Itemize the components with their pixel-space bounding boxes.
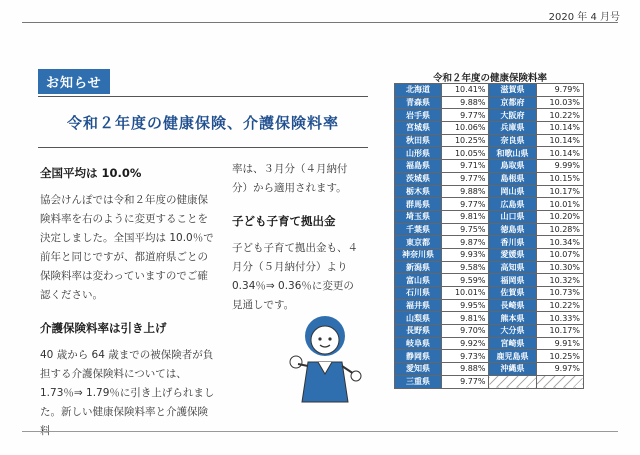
prefecture-cell: 東京都 bbox=[395, 236, 442, 249]
table-row bbox=[395, 84, 584, 97]
prefecture-cell: 鹿児島県 bbox=[489, 350, 536, 363]
headline-box bbox=[38, 96, 368, 148]
prefecture-cell: 兵庫県 bbox=[489, 122, 536, 135]
rate-cell: 10.22% bbox=[536, 109, 583, 122]
rate-cell: 9.59% bbox=[442, 274, 489, 287]
prefecture-cell: 高知県 bbox=[489, 261, 536, 274]
table-row bbox=[395, 325, 584, 338]
prefecture-cell: 愛媛県 bbox=[489, 248, 536, 261]
prefecture-cell: 千葉県 bbox=[395, 223, 442, 236]
prefecture-cell: 山梨県 bbox=[395, 312, 442, 325]
table-row bbox=[395, 109, 584, 122]
prefecture-cell: 新潟県 bbox=[395, 261, 442, 274]
prefecture-cell: 大分県 bbox=[489, 325, 536, 338]
rate-cell: 10.01% bbox=[442, 287, 489, 300]
rate-cell: 10.33% bbox=[536, 312, 583, 325]
rate-cell: 9.70% bbox=[442, 325, 489, 338]
prefecture-cell: 和歌山県 bbox=[489, 147, 536, 160]
table-row bbox=[395, 350, 584, 363]
prefecture-cell: 滋賀県 bbox=[489, 84, 536, 97]
prefecture-cell: 岡山県 bbox=[489, 185, 536, 198]
table-row bbox=[395, 96, 584, 109]
table-row bbox=[395, 299, 584, 312]
rate-cell: 10.20% bbox=[536, 210, 583, 223]
text-column-left bbox=[40, 160, 218, 455]
table-row bbox=[395, 134, 584, 147]
rate-cell: 10.17% bbox=[536, 325, 583, 338]
table-row bbox=[395, 363, 584, 376]
table-row bbox=[395, 248, 584, 261]
prefecture-cell: 山形県 bbox=[395, 147, 442, 160]
rate-cell: 9.81% bbox=[442, 312, 489, 325]
rate-cell: 9.81% bbox=[442, 210, 489, 223]
table-row bbox=[395, 210, 584, 223]
table-row bbox=[395, 236, 584, 249]
prefecture-cell: 奈良県 bbox=[489, 134, 536, 147]
rate-table-panel bbox=[390, 70, 590, 389]
mascot-illustration bbox=[280, 310, 370, 410]
rate-cell: 10.14% bbox=[536, 134, 583, 147]
prefecture-cell: 長崎県 bbox=[489, 299, 536, 312]
rate-cell: 10.03% bbox=[536, 96, 583, 109]
prefecture-cell: 福井県 bbox=[395, 299, 442, 312]
avg-heading: 全国平均は 10.0% bbox=[40, 166, 142, 180]
table-row bbox=[395, 122, 584, 135]
prefecture-cell: 埼玉県 bbox=[395, 210, 442, 223]
prefecture-cell: 福岡県 bbox=[489, 274, 536, 287]
rate-cell: 9.88% bbox=[442, 96, 489, 109]
prefecture-cell: 岩手県 bbox=[395, 109, 442, 122]
rate-cell: 9.99% bbox=[536, 160, 583, 173]
prefecture-cell: 鳥取県 bbox=[489, 160, 536, 173]
table-row bbox=[395, 147, 584, 160]
prefecture-cell: 石川県 bbox=[395, 287, 442, 300]
rate-cell: 10.17% bbox=[536, 185, 583, 198]
prefecture-cell: 三重県 bbox=[395, 375, 442, 388]
prefecture-cell: 熊本県 bbox=[489, 312, 536, 325]
prefecture-cell: 島根県 bbox=[489, 172, 536, 185]
rate-cell: 9.95% bbox=[442, 299, 489, 312]
table-row bbox=[395, 185, 584, 198]
prefecture-cell: 大阪府 bbox=[489, 109, 536, 122]
avg-body: 協会けんぽでは令和２年度の健康保険料率を右のように変更することを決定しました。全国平均は 10.0％で前年と同じですが、都道府県ごとの保険料率は変わっていますのでご確認ください。 bbox=[40, 194, 214, 301]
rate-cell: 9.71% bbox=[442, 160, 489, 173]
rate-cell: 10.25% bbox=[536, 350, 583, 363]
rate-cell: 10.14% bbox=[536, 147, 583, 160]
prefecture-cell: 青森県 bbox=[395, 96, 442, 109]
table-row bbox=[395, 261, 584, 274]
prefecture-cell: 秋田県 bbox=[395, 134, 442, 147]
rate-table bbox=[394, 83, 584, 389]
prefecture-cell: 宮崎県 bbox=[489, 337, 536, 350]
top-rule bbox=[22, 22, 618, 23]
prefecture-cell: 神奈川県 bbox=[395, 248, 442, 261]
table-row bbox=[395, 274, 584, 287]
rate-cell: 10.06% bbox=[442, 122, 489, 135]
rate-cell: 9.77% bbox=[442, 198, 489, 211]
notice-label: お知らせ bbox=[38, 69, 110, 94]
table-row bbox=[395, 172, 584, 185]
prefecture-cell: 山口県 bbox=[489, 210, 536, 223]
rate-cell: 10.30% bbox=[536, 261, 583, 274]
table-row bbox=[395, 337, 584, 350]
care-heading: 介護保険料率は引き上げ bbox=[40, 321, 167, 335]
prefecture-cell: 群馬県 bbox=[395, 198, 442, 211]
prefecture-cell: 岐阜県 bbox=[395, 337, 442, 350]
prefecture-cell: 沖縄県 bbox=[489, 363, 536, 376]
prefecture-cell: 栃木県 bbox=[395, 185, 442, 198]
rate-cell: 10.25% bbox=[442, 134, 489, 147]
prefecture-cell: 京都府 bbox=[489, 96, 536, 109]
prefecture-cell: 福島県 bbox=[395, 160, 442, 173]
prefecture-cell: 香川県 bbox=[489, 236, 536, 249]
rate-cell: 9.77% bbox=[442, 172, 489, 185]
rate-cell: 9.58% bbox=[442, 261, 489, 274]
table-row bbox=[395, 312, 584, 325]
prefecture-cell: 宮城県 bbox=[395, 122, 442, 135]
text-column-middle bbox=[232, 160, 360, 329]
rate-cell: 10.32% bbox=[536, 274, 583, 287]
prefecture-cell: 徳島県 bbox=[489, 223, 536, 236]
rate-cell: 10.05% bbox=[442, 147, 489, 160]
rate-cell: 10.28% bbox=[536, 223, 583, 236]
child-heading: 子ども子育て拠出金 bbox=[232, 214, 336, 228]
rate-cell: 10.15% bbox=[536, 172, 583, 185]
child-body: 子ども子育て拠出金も、４月分（５月納付分）より 0.34％⇒ 0.36％に変更の見通しです。 bbox=[232, 242, 358, 311]
rate-cell: 10.14% bbox=[536, 122, 583, 135]
rate-cell: 10.07% bbox=[536, 248, 583, 261]
rate-cell: 10.01% bbox=[536, 198, 583, 211]
rate-cell: 9.88% bbox=[442, 185, 489, 198]
rate-cell: 9.77% bbox=[442, 375, 489, 388]
prefecture-cell: 富山県 bbox=[395, 274, 442, 287]
rate-cell: 9.97% bbox=[536, 363, 583, 376]
care-body: 40 歳から 64 歳までの被保険者が負担する介護保険料については、1.73％⇒ 1.79％に引き上げられました。新しい健康保険料率と介護保険料 bbox=[40, 349, 215, 437]
issue-date: 2020 年 4 月号 bbox=[548, 12, 620, 23]
rate-cell: 10.73% bbox=[536, 287, 583, 300]
table-row bbox=[395, 223, 584, 236]
prefecture-cell: 佐賀県 bbox=[489, 287, 536, 300]
rate-cell: 9.75% bbox=[442, 223, 489, 236]
care-body-continued: 率は、３月分（４月納付分）から適用されます。 bbox=[232, 163, 348, 194]
rate-cell: 9.91% bbox=[536, 337, 583, 350]
page-title: 令和２年度の健康保険、介護保険料率 bbox=[66, 113, 339, 132]
prefecture-cell: 広島県 bbox=[489, 198, 536, 211]
prefecture-cell: 長野県 bbox=[395, 325, 442, 338]
rate-cell: 9.87% bbox=[442, 236, 489, 249]
rate-cell bbox=[536, 375, 583, 388]
prefecture-cell bbox=[489, 375, 536, 388]
bottom-rule bbox=[22, 431, 618, 432]
table-row bbox=[395, 198, 584, 211]
rate-cell: 9.73% bbox=[442, 350, 489, 363]
rate-cell: 9.77% bbox=[442, 109, 489, 122]
table-row bbox=[395, 375, 584, 388]
rate-cell: 10.41% bbox=[442, 84, 489, 97]
prefecture-cell: 愛知県 bbox=[395, 363, 442, 376]
rate-cell: 9.92% bbox=[442, 337, 489, 350]
table-row bbox=[395, 287, 584, 300]
prefecture-cell: 茨城県 bbox=[395, 172, 442, 185]
rate-cell: 9.79% bbox=[536, 84, 583, 97]
prefecture-cell: 静岡県 bbox=[395, 350, 442, 363]
prefecture-cell: 北海道 bbox=[395, 84, 442, 97]
rate-cell: 10.22% bbox=[536, 299, 583, 312]
table-row bbox=[395, 160, 584, 173]
rate-cell: 9.88% bbox=[442, 363, 489, 376]
table-title: 令和２年度の健康保険料率 bbox=[432, 73, 547, 84]
rate-cell: 10.34% bbox=[536, 236, 583, 249]
rate-cell: 9.93% bbox=[442, 248, 489, 261]
